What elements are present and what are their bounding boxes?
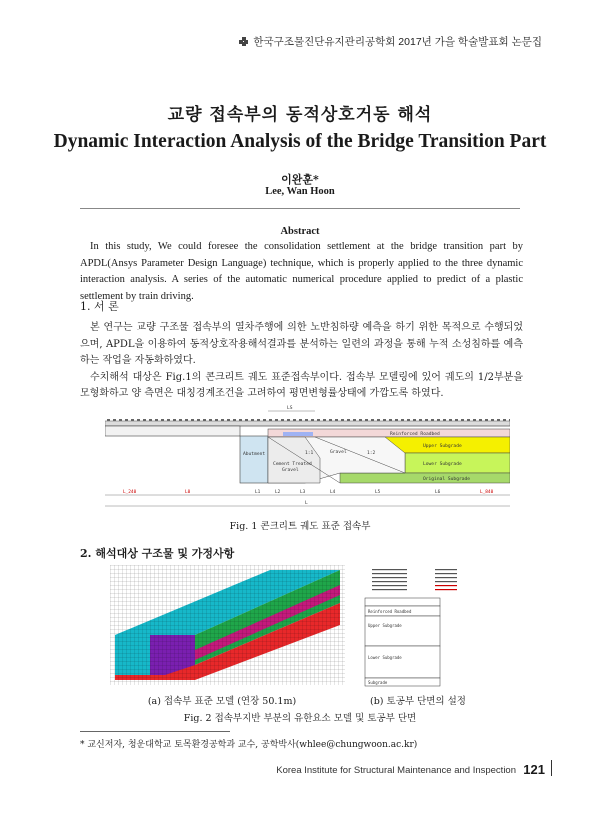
sleeper-tick [371,419,374,421]
sleeper-tick [221,419,224,421]
dim-l0: L0 [185,490,191,495]
sleeper-tick [407,419,410,421]
dim-l2: L2 [275,490,281,495]
note-value [435,577,457,578]
note-value [435,581,457,582]
abstract-text: In this study, We could foresee the consolidation settlement at the bridge transition part by APDL(Ansys Parameter Design Language) technique, which is properly applied to the three dynamic interaction analysis. A series of the automatic numerical procedure applied to predict of a plastic settlement by train driving. [80,241,523,302]
hatch-band [283,432,313,436]
page-number: 121 [523,762,545,777]
section1-para2: 수치해석 대상은 Fig.1의 콘크리트 궤도 표준접속부이다. 접속부 모델링에 있어 궤도의 1/2부분을 모형화하고 양 측면은 대칭경계조건을 고려하여 평면변형률상태에 가깝도록 하였다. [80,371,523,399]
sleeper-tick [473,419,476,421]
sleeper-tick [269,419,272,421]
sleeper-tick [293,419,296,421]
label-cement2: Gravel [282,468,299,473]
sleeper-tick [305,419,308,421]
sleeper-tick [389,419,392,421]
sleeper-tick [449,419,452,421]
sleeper-tick [173,419,176,421]
footnote-divider [80,731,230,732]
sleeper-tick [287,419,290,421]
sleeper-tick [233,419,236,421]
sleeper-tick [347,419,350,421]
note-value [435,569,457,570]
note-line [372,573,407,574]
sleeper-tick [479,419,482,421]
sleeper-tick [503,419,506,421]
sleeper-tick [425,419,428,421]
sleeper-tick [209,419,212,421]
sleeper-tick [185,419,188,421]
sleeper-tick [383,419,386,421]
sleeper-tick [257,419,260,421]
sleeper-tick [167,419,170,421]
deck-rail [105,421,510,426]
dim-l4: L4 [330,490,336,495]
section1-para1: 본 연구는 교량 구조물 접속부의 열차주행에 의한 노반침하량 예측을 하기 위한 목적으로 수행되었으며, APDL을 이용하여 동적상호작용해석결과를 분석하는 일련의 과정을 통해 누적 소성침하를 예측하는 작업을 자동화하였다. [80,322,523,366]
sleeper-tick [335,419,338,421]
footnote: * 교신저자, 청운대학교 토목환경공학과 교수, 공학박사(whlee@chungwoon.ac.kr) [80,740,418,750]
dim-l3: L3 [300,490,306,495]
sec-label-reinforced: Reinforced Roadbed [368,609,412,614]
sleeper-tick [143,419,146,421]
sleeper-tick [161,419,164,421]
sleeper-tick [245,419,248,421]
sleeper-tick [119,419,122,421]
sleeper-tick [431,419,434,421]
sleeper-tick [281,419,284,421]
sleeper-tick [353,419,356,421]
note-line [372,569,407,570]
sleeper-tick [365,419,368,421]
sleeper-tick [107,419,110,421]
sleeper-tick [191,419,194,421]
sleeper-tick [497,419,500,421]
sleeper-tick [311,419,314,421]
section-header-notes [372,569,457,590]
journal-header [239,34,542,49]
sleeper-tick [263,419,266,421]
footer-bar [551,760,552,776]
sleeper-tick [137,419,140,421]
sec-label-sub: Subgrade [368,680,388,685]
figure2a-caption: (a) 접속부 표준 모델 (연장 50.1m) [147,696,297,707]
abutment-block [240,436,268,483]
sleeper-tick [227,419,230,421]
sleeper-tick [251,419,254,421]
sleeper-tick [491,419,494,421]
sleeper-tick [467,419,470,421]
sleeper-tick [395,419,398,421]
footer-org: Korea Institute for Structural Maintenance and Inspection [276,765,516,776]
note-value [435,573,457,574]
sleeper-tick [149,419,152,421]
figure2-caption: Fig. 2 접속부지반 부분의 유한요소 모델 및 토공부 단면 [183,713,417,724]
dim-l1: L1 [255,490,261,495]
author-korean: 이완훈* [281,173,319,186]
sleeper-tick [461,419,464,421]
sleeper-tick [197,419,200,421]
title-english: Dynamic Interaction Analysis of the Bridge Transition Part [53,131,547,152]
sleeper-tick [155,419,158,421]
figure2b-caption: (b) 토공부 단면의 설정 [370,696,466,707]
author-english: Lee, Wan Hoon [265,186,335,197]
figure2a-fe-model [110,565,345,685]
sec-label-upper: Upper Subgrade [368,623,402,628]
dim-l5: L5 [375,490,381,495]
header-text: 한국구조물진단유지관리공학회 2017년 가을 학술발표회 논문집 [253,36,542,48]
bridge-deck [105,426,240,436]
sleeper-tick [203,419,206,421]
label-original: Original Subgrade [423,477,471,482]
sleeper-tick [341,419,344,421]
label-lower: Lower Subgrade [423,462,462,467]
label-slope1: 1:1 [305,451,314,456]
title-korean: 교량 접속부의 동적상호거동 해석 [167,105,433,125]
label-abutment: Abutment [243,452,266,457]
sleeper-tick [113,419,116,421]
label-reinforced: Reinforced Roadbed [390,432,440,437]
sleeper-tick [485,419,488,421]
sleeper-tick [509,419,510,421]
label-gravel: Gravel [330,450,347,455]
dim-l840: L_840 [480,490,494,495]
note-value [435,589,457,590]
sleeper-tick [239,419,242,421]
dim-l240: L_240 [123,490,137,495]
title-divider [80,208,520,209]
note-line [372,581,407,582]
abstract-heading: Abstract [280,226,320,237]
sleeper-tick [299,419,302,421]
sleeper-tick [413,419,416,421]
label-cement1: Cement Treated [273,462,312,467]
figure1-caption: Fig. 1 콘크리트 궤도 표준 접속부 [229,521,371,532]
sleeper-tick [419,419,422,421]
note-line [372,589,407,590]
label-slope2: 1:2 [367,451,376,456]
sleeper-tick [455,419,458,421]
sleeper-tick [215,419,218,421]
sleeper-tick [179,419,182,421]
sec-label-lower: Lower Subgrade [368,655,402,660]
label-l: L [305,501,308,506]
sleeper-tick [275,419,278,421]
sleeper-tick [131,419,134,421]
label-upper: Upper Subgrade [423,444,462,449]
section2-heading: 2. 해석대상 구조물 및 가정사항 [80,547,235,560]
dimension-labels [123,489,494,495]
label-ls: LS [287,406,293,411]
note-line [372,585,407,586]
sleeper-tick [359,419,362,421]
section1-body [80,320,523,403]
note-value [435,585,457,586]
figure2b-section [360,565,475,687]
sleeper-tick [125,419,128,421]
sleeper-tick [329,419,332,421]
sleeper-tick [437,419,440,421]
sleeper-ticks [107,419,510,421]
sleeper-tick [323,419,326,421]
sleeper-tick [443,419,446,421]
sleeper-tick [401,419,404,421]
sleeper-tick [317,419,320,421]
note-line [372,577,407,578]
section1-heading: 1. 서 론 [80,300,119,313]
dim-l6: L6 [435,490,441,495]
diamond-dots-icon [239,37,248,46]
sleeper-tick [377,419,380,421]
figure1-transition-diagram [105,398,510,513]
